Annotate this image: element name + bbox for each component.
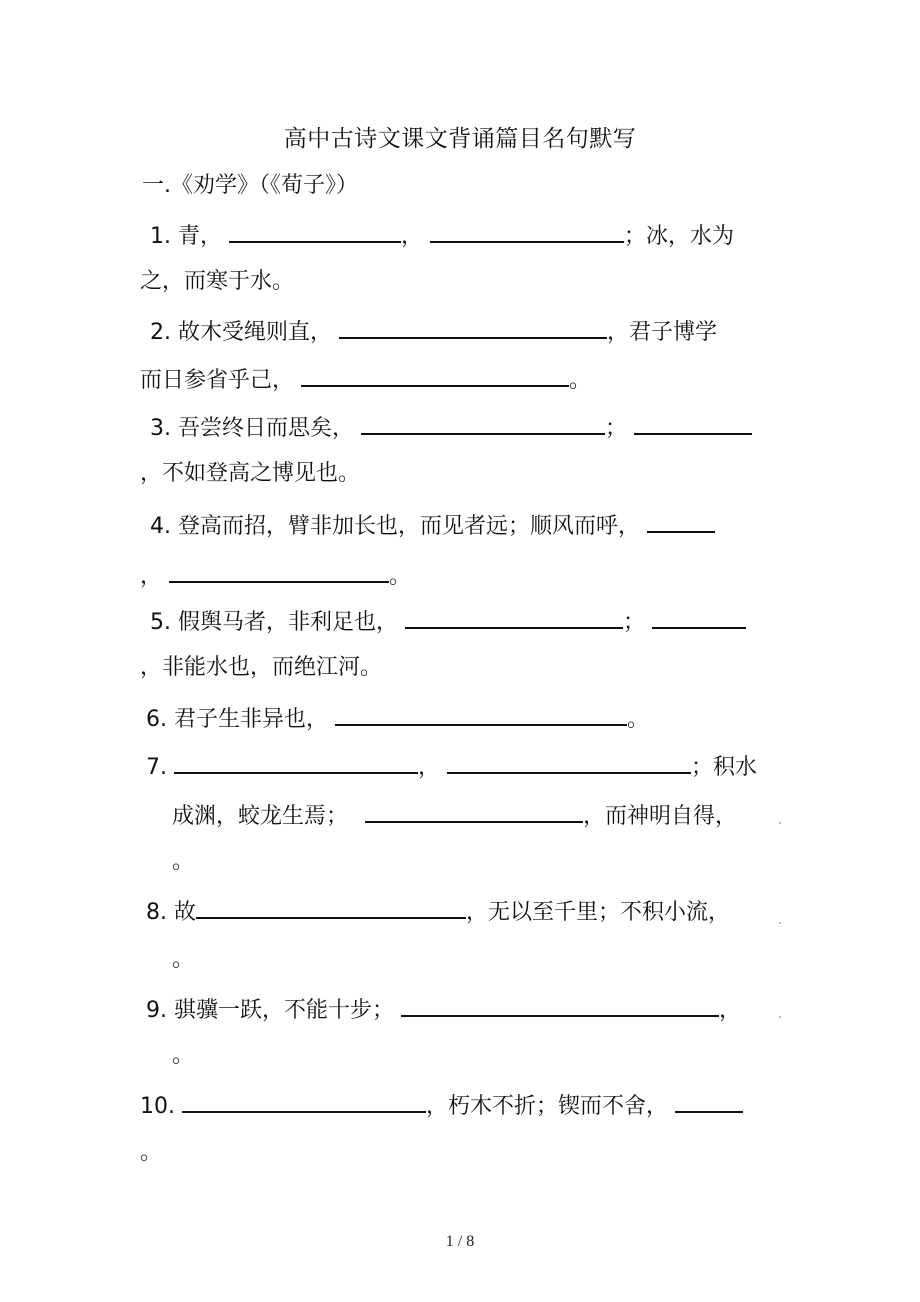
answer-blank[interactable]: [301, 363, 569, 387]
question-4: 4. 登高而招，臂非加长也，而见者远；顺风而呼，: [150, 509, 715, 539]
question-7: 7. ， ；积水: [146, 750, 757, 780]
section-heading: 一.《劝学》（《荀子》）: [142, 173, 358, 198]
question-7-end: 。: [172, 849, 195, 874]
question-9: 9. 骐骥一跃，不能十步； ，: [146, 993, 741, 1023]
question-1-continued: 之，而寒于水。: [140, 269, 295, 294]
question-5-continued: ，非能水也，而绝江河。: [140, 655, 383, 680]
question-3-continued: ，不如登高之博见也。: [140, 461, 361, 486]
question-8-end: 。: [172, 947, 195, 972]
question-2: 2. 故木受绳则直， ，君子博学: [150, 315, 717, 345]
question-8: 8. 故 ，无以至千里；不积小流，: [146, 895, 730, 925]
answer-blank[interactable]: [335, 702, 627, 726]
answer-blank[interactable]: [339, 315, 607, 339]
overflow-mark: [779, 1016, 781, 1018]
question-9-end: 。: [172, 1043, 195, 1068]
answer-blank[interactable]: [675, 1089, 743, 1113]
answer-blank[interactable]: [182, 1089, 426, 1113]
answer-blank[interactable]: [647, 509, 715, 533]
page-number: 1 / 8: [445, 1233, 475, 1250]
question-2-continued: 而日参省乎己， 。: [140, 363, 591, 393]
answer-blank[interactable]: [447, 750, 691, 774]
answer-blank[interactable]: [405, 605, 623, 629]
answer-blank[interactable]: [229, 219, 401, 243]
page-title: 高中古诗文课文背诵篇目名句默写: [283, 126, 637, 152]
answer-blank[interactable]: [365, 799, 583, 823]
answer-blank[interactable]: [401, 993, 719, 1017]
answer-blank[interactable]: [361, 411, 605, 435]
answer-blank[interactable]: [634, 411, 752, 435]
question-5: 5. 假舆马者，非利足也， ；: [150, 605, 746, 635]
question-10: 10. ，朽木不折；锲而不舍，: [140, 1089, 743, 1119]
answer-blank[interactable]: [430, 219, 624, 243]
overflow-mark: [779, 822, 781, 824]
question-6: 6. 君子生非异也， 。: [146, 702, 649, 732]
overflow-mark: [779, 922, 781, 924]
question-7-continued: 成渊，蛟龙生焉； ，而神明自得，: [172, 799, 737, 829]
question-10-end: 。: [140, 1140, 163, 1165]
answer-blank[interactable]: [174, 750, 418, 774]
answer-blank[interactable]: [169, 559, 389, 583]
question-4-continued: ， 。: [140, 559, 411, 589]
question-3: 3. 吾尝终日而思矣， ；: [150, 411, 752, 441]
answer-blank[interactable]: [196, 895, 466, 919]
question-1: 1. 青， ， ；冰，水为: [150, 219, 734, 249]
answer-blank[interactable]: [652, 605, 746, 629]
